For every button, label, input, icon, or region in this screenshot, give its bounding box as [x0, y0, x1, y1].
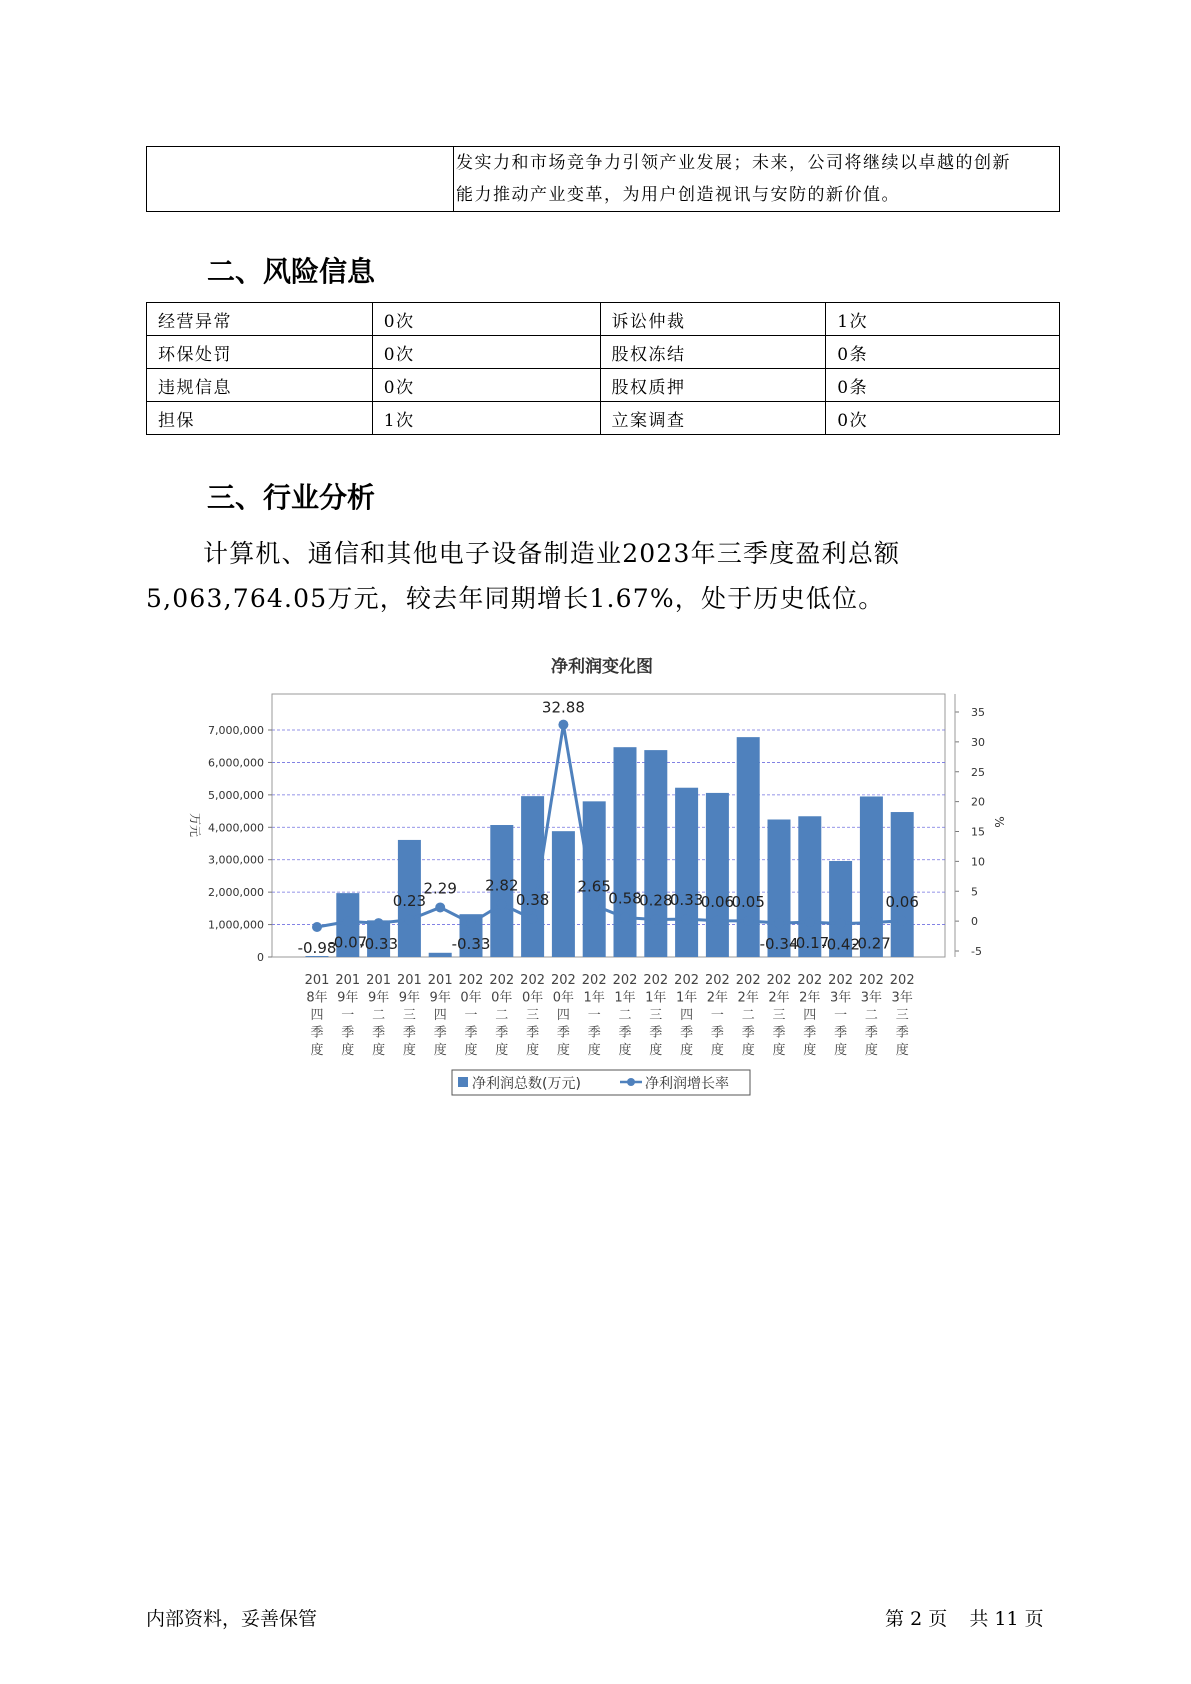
chart-right-tick-label: -5	[971, 945, 982, 958]
chart-x-tick-label: 度	[556, 1043, 570, 1058]
chart-x-tick-label: 3年	[891, 990, 913, 1006]
chart-x-tick-label: 1年	[675, 990, 698, 1006]
chart-x-tick-label: 季	[464, 1025, 478, 1041]
chart-left-tick-label: 1,000,000	[208, 918, 264, 932]
chart-growth-point	[374, 918, 384, 928]
chart-x-tick-label: 度	[402, 1043, 416, 1058]
chart-x-tick-label: 一	[341, 1008, 355, 1023]
chart-bar	[429, 953, 452, 957]
chart-legend-line-marker	[627, 1078, 635, 1086]
chart-bar	[614, 747, 637, 957]
chart-x-tick-label: 季	[587, 1025, 601, 1041]
chart-x-tick-label: 季	[710, 1025, 724, 1041]
risk-label: 经营异常	[147, 303, 373, 336]
chart-x-tick-label: 202	[458, 973, 484, 988]
chart-x-tick-label: 度	[803, 1043, 817, 1058]
chart-x-tick-label: 一	[464, 1008, 478, 1023]
chart-x-tick-label: 四	[556, 1008, 570, 1023]
chart-x-tick-label: 201	[366, 973, 392, 988]
chart-x-tick-label: 202	[797, 973, 823, 988]
chart-x-tick-label: 202	[766, 973, 792, 988]
risk-value: 0条	[826, 336, 1060, 369]
chart-x-tick-label: 季	[803, 1025, 817, 1041]
chart-x-tick-label: 季	[895, 1025, 909, 1041]
chart-x-tick-label: 0年	[491, 990, 513, 1006]
footer-page-number	[885, 1604, 1044, 1631]
chart-growth-data-label: -0.27	[851, 934, 891, 953]
chart-left-axis-title: 万元	[188, 812, 202, 838]
chart-x-tick-label: 三	[526, 1008, 540, 1023]
footer-page-mid: 页	[928, 1608, 948, 1630]
risk-label: 股权质押	[600, 369, 826, 402]
chart-x-tick-label: 度	[649, 1043, 663, 1058]
footer-confidential-note: 内部资料，妥善保管	[146, 1608, 318, 1630]
chart-x-tick-label: 度	[680, 1043, 694, 1058]
chart-x-tick-label: 季	[526, 1025, 540, 1041]
chart-x-tick-label: 1年	[645, 990, 667, 1006]
chart-growth-data-label: 2.29	[423, 879, 457, 898]
chart-x-tick-label: 201	[427, 973, 453, 988]
risk-label: 诉讼仲裁	[600, 303, 826, 336]
chart-bar	[552, 831, 575, 957]
chart-x-tick-label: 季	[402, 1025, 416, 1041]
chart-x-tick-label: 季	[680, 1025, 694, 1041]
chart-growth-data-label: -0.17	[790, 934, 830, 953]
chart-x-tick-label: 三	[895, 1008, 909, 1023]
chart-left-tick-label: 5,000,000	[208, 788, 264, 802]
risk-value: 0次	[372, 369, 600, 402]
risk-value: 0次	[372, 303, 600, 336]
chart-x-tick-label: 二	[618, 1008, 632, 1023]
chart-legend-line-label: 净利润增长率	[645, 1076, 729, 1092]
chart-growth-data-label: -0.42	[821, 935, 861, 954]
chart-growth-data-label: -0.07	[328, 933, 368, 952]
chart-x-tick-label: 9年	[429, 990, 451, 1006]
chart-growth-data-label: 0.06	[885, 892, 919, 911]
chart-x-tick-label: 1年	[583, 990, 605, 1006]
risk-value: 1次	[826, 303, 1060, 336]
chart-growth-point	[497, 899, 507, 909]
chart-growth-point	[836, 919, 846, 929]
chart-growth-data-label: -0.34	[759, 935, 799, 954]
chart-x-tick-label: 季	[741, 1025, 755, 1041]
section3-paragraph-line-2: 5,063,764.05万元，较去年同期增长1.67%，处于历史低位。	[146, 584, 885, 613]
chart-x-tick-label: 二	[864, 1008, 878, 1023]
risk-value: 0次	[372, 336, 600, 369]
chart-growth-point	[805, 917, 815, 927]
chart-x-tick-label: 季	[433, 1025, 447, 1041]
intro-line-2: 能力推动产业变革，为用户创造视讯与安防的新价值。	[456, 185, 900, 205]
chart-left-tick-label: 3,000,000	[208, 853, 264, 867]
chart-growth-point	[312, 922, 322, 932]
section3-title: 三、行业分析	[207, 481, 376, 514]
chart-x-tick-label: 四	[310, 1008, 324, 1023]
chart-right-tick-label: 10	[971, 855, 985, 869]
chart-bar	[675, 788, 698, 957]
chart-x-tick-label: 201	[396, 973, 422, 988]
footer-page-prefix: 第	[885, 1608, 905, 1630]
chart-x-tick-label: 四	[433, 1008, 447, 1023]
chart-x-tick-label: 季	[772, 1025, 786, 1041]
chart-growth-data-label: 0.06	[700, 892, 735, 911]
chart-x-tick-label: 三	[402, 1008, 416, 1023]
chart-x-tick-label: 二	[741, 1008, 755, 1023]
chart-x-tick-label: 2年	[706, 990, 729, 1006]
chart-growth-point	[466, 918, 476, 928]
chart-x-tick-label: 三	[649, 1008, 663, 1023]
chart-growth-data-label: 0.23	[392, 891, 427, 910]
risk-label: 违规信息	[147, 369, 373, 402]
chart-bar	[891, 812, 914, 957]
chart-x-tick-label: 季	[649, 1025, 663, 1041]
footer-total-prefix: 共	[969, 1608, 989, 1630]
chart-growth-point	[558, 720, 568, 730]
chart-x-tick-label: 度	[741, 1043, 755, 1058]
chart-x-tick-label: 三	[772, 1008, 786, 1023]
chart-growth-data-label: -0.98	[297, 938, 337, 957]
chart-x-tick-label: 0年	[552, 990, 575, 1006]
chart-x-tick-label: 2年	[737, 990, 759, 1006]
chart-growth-point	[774, 918, 784, 928]
chart-growth-data-label: 0.58	[608, 889, 642, 908]
chart-x-tick-label: 度	[618, 1043, 632, 1058]
chart-x-tick-label: 202	[828, 973, 854, 988]
chart-x-tick-label: 度	[495, 1043, 509, 1058]
chart-x-tick-label: 202	[858, 973, 884, 988]
chart-x-tick-label: 202	[643, 973, 669, 988]
chart-growth-point	[897, 916, 907, 926]
chart-x-tick-label: 度	[710, 1043, 724, 1058]
chart-growth-data-label: 0.28	[639, 891, 673, 910]
section3-paragraph-line-1: 计算机、通信和其他电子设备制造业2023年三季度盈利总额	[203, 539, 901, 568]
chart-x-tick-label: 季	[618, 1025, 632, 1041]
chart-right-tick-label: 15	[971, 825, 985, 839]
chart-growth-point	[712, 916, 722, 926]
chart-growth-point	[343, 917, 353, 927]
chart-x-tick-label: 度	[341, 1043, 355, 1058]
chart-x-tick-label: 3年	[860, 990, 883, 1006]
chart-x-tick-label: 季	[834, 1025, 848, 1041]
chart-x-tick-label: 四	[680, 1008, 694, 1023]
chart-left-tick-label: 4,000,000	[208, 821, 264, 835]
chart-left-tick-label: 2,000,000	[208, 886, 264, 900]
chart-x-tick-label: 1年	[614, 990, 636, 1006]
chart-left-tick-label: 0	[257, 951, 264, 964]
chart-x-tick-label: 季	[310, 1025, 324, 1041]
chart-x-tick-label: 9年	[337, 990, 359, 1006]
chart-x-tick-label: 度	[526, 1043, 540, 1058]
chart-x-tick-label: 202	[612, 973, 638, 988]
chart-right-tick-label: 30	[971, 735, 985, 749]
chart-title: 净利润变化图	[551, 657, 653, 677]
chart-x-tick-label: 0年	[521, 990, 544, 1006]
chart-x-tick-label: 2年	[799, 990, 821, 1006]
chart-x-tick-label: 一	[834, 1008, 848, 1023]
footer-page-num: 2	[910, 1608, 923, 1630]
chart-left-tick-label: 6,000,000	[208, 756, 264, 770]
chart-x-tick-label: 202	[520, 973, 546, 988]
chart-x-tick-label: 8年	[306, 990, 328, 1006]
chart-growth-point	[620, 913, 630, 923]
chart-x-tick-label: 二	[495, 1008, 509, 1023]
footer-total-suffix: 页	[1024, 1608, 1044, 1630]
chart-x-tick-label: 201	[335, 973, 361, 988]
chart-growth-point	[589, 900, 599, 910]
chart-right-axis-title: %	[992, 816, 1006, 828]
chart-left-tick-label: 7,000,000	[208, 724, 264, 737]
chart-bar	[860, 796, 883, 957]
chart-growth-data-label: 0.05	[731, 892, 765, 911]
chart-x-tick-label: 四	[803, 1008, 817, 1023]
chart-x-tick-label: 202	[674, 973, 700, 988]
chart-right-tick-label: 35	[971, 706, 985, 719]
chart-right-tick-label: 0	[971, 915, 978, 929]
chart-x-tick-label: 度	[372, 1043, 386, 1058]
chart-x-tick-label: 202	[489, 973, 515, 988]
chart-growth-data-label: 2.82	[485, 876, 519, 895]
footer-total-num: 11	[994, 1608, 1019, 1630]
chart-growth-data-label: -0.33	[359, 935, 399, 954]
chart-x-tick-label: 202	[550, 973, 576, 988]
chart-x-tick-label: 二	[372, 1008, 386, 1023]
chart-x-tick-label: 季	[556, 1025, 570, 1041]
chart-x-tick-label: 季	[495, 1025, 509, 1041]
chart-growth-data-label: 2.65	[577, 877, 611, 896]
section2-title: 二、风险信息	[207, 255, 376, 288]
chart-growth-point	[528, 914, 538, 924]
chart-x-tick-label: 一	[710, 1008, 724, 1023]
risk-label: 立案调查	[600, 402, 826, 435]
chart-x-tick-label: 度	[864, 1043, 878, 1058]
chart-growth-point	[682, 914, 692, 924]
risk-label: 股权冻结	[600, 336, 826, 369]
chart-x-tick-label: 3年	[829, 990, 852, 1006]
chart-x-tick-label: 季	[341, 1025, 355, 1041]
chart-growth-point	[866, 918, 876, 928]
chart-x-tick-label: 度	[895, 1043, 909, 1058]
chart-x-tick-label: 9年	[367, 990, 390, 1006]
chart-x-tick-label: 度	[834, 1043, 848, 1058]
chart-x-tick-label: 度	[772, 1043, 786, 1058]
chart-right-tick-label: 20	[971, 795, 985, 809]
chart-right-tick-label: 25	[971, 765, 985, 779]
chart-growth-data-label: -0.33	[451, 935, 491, 954]
chart-growth-data-label: 0.33	[669, 891, 704, 910]
chart-growth-point	[743, 916, 753, 926]
chart-x-tick-label: 一	[587, 1008, 601, 1023]
chart-x-tick-label: 度	[310, 1043, 324, 1058]
chart-growth-point	[435, 902, 445, 912]
chart-x-tick-label: 2年	[768, 990, 790, 1006]
intro-line-1: 发实力和市场竞争力引领产业发展；未来，公司将继续以卓越的创新	[456, 153, 1011, 173]
risk-value: 0次	[826, 402, 1060, 435]
risk-value: 0条	[826, 369, 1060, 402]
chart-x-tick-label: 202	[704, 973, 730, 988]
chart-right-tick-label: 5	[971, 885, 978, 899]
chart-x-tick-label: 度	[587, 1043, 601, 1058]
chart-x-tick-label: 度	[433, 1043, 447, 1058]
chart-x-tick-label: 季	[864, 1025, 878, 1041]
chart-growth-data-label: 32.88	[541, 698, 585, 717]
risk-value: 1次	[372, 402, 600, 435]
chart-bar	[644, 750, 667, 957]
chart-x-tick-label: 201	[304, 973, 330, 988]
chart-legend-bar-swatch	[458, 1077, 468, 1087]
risk-label: 担保	[147, 402, 373, 435]
chart-x-tick-label: 季	[372, 1025, 386, 1041]
chart-growth-point	[651, 914, 661, 924]
chart-x-tick-label: 9年	[398, 990, 421, 1006]
chart-growth-data-label: 0.38	[515, 890, 550, 909]
chart-x-tick-label: 度	[464, 1043, 478, 1058]
chart-legend-bar-label: 净利润总数(万元)	[472, 1076, 581, 1092]
chart-x-tick-label: 202	[581, 973, 607, 988]
chart-x-tick-label: 202	[889, 973, 915, 988]
chart-bar	[706, 793, 729, 957]
chart-x-tick-label: 202	[735, 973, 761, 988]
chart-x-tick-label: 0年	[460, 990, 482, 1006]
risk-label: 环保处罚	[147, 336, 373, 369]
chart-growth-point	[404, 915, 414, 925]
